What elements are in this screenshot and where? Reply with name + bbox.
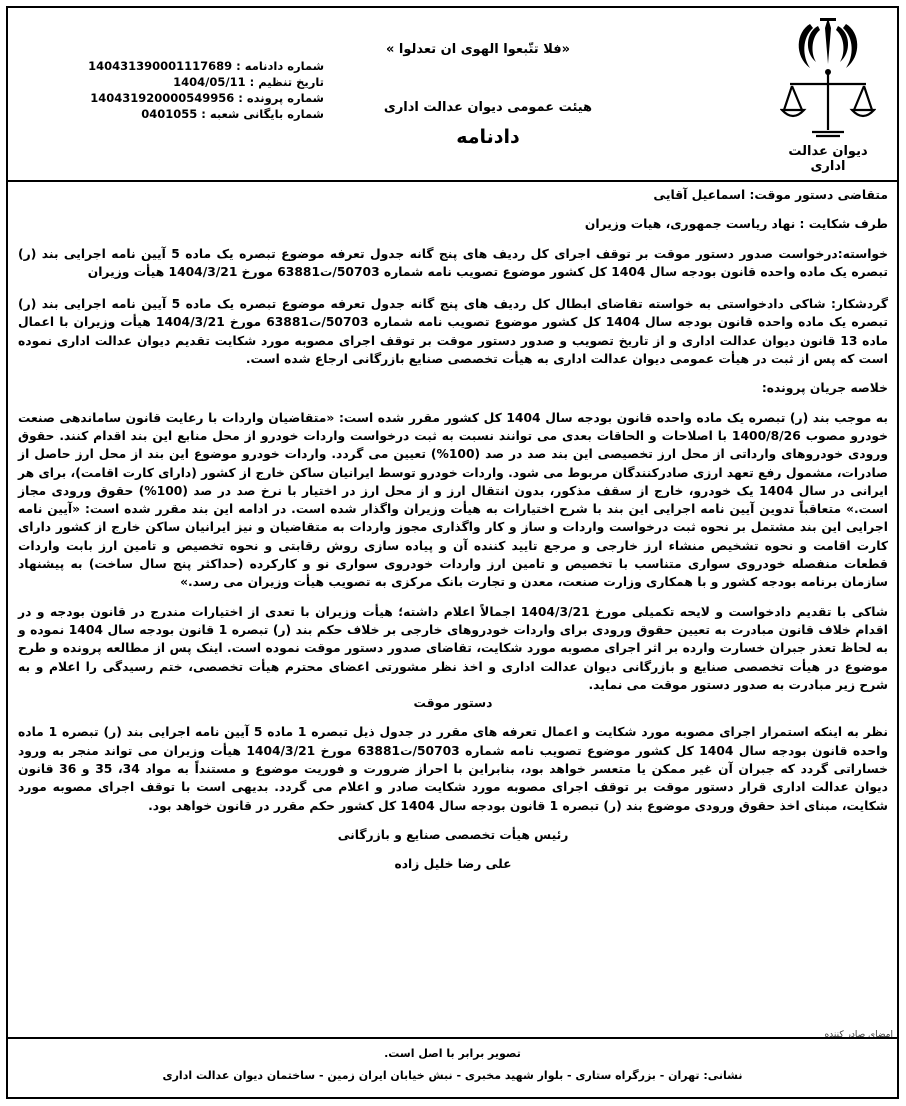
signature-title: رئیس هیأت تخصصی صنایع و بازرگانی [337, 827, 569, 842]
meta-label: تاریخ تنظیم : [249, 75, 324, 89]
order-paragraph: نظر به اینکه استمرار اجرای مصوبه مورد شکایت و اعمال تعرفه های مقرر در جدول ذیل تبصره 1 ماده 5 آیین نامه اجرایی بند (ر) تبصره 1 ماده واحده قانون بودجه سال 1404 کل کشور موضوع تصویب نامه شماره 50703/ت63881 مورخ 1404/3/21 هیأت وزیران می تواند منجر به ورود خساراتی گردد که جبران آن غیر ممکن یا متعسر خواهد بود، بنابراین با احراز ضرورت و فوریت موضوع و مستنداً به مواد 34، 35 و 36 قانون دیوان عدالت اداری قرار دستور موقت بر توقف اجرای مصوبه مورد شکایت صادر و اعلام می گردد. بدیهی است با توقف اجرای مصوبه مورد شکایت، مبنای اخذ حقوق ورودی موضوع بند (ر) تبصره 1 قانون بودجه سال 1404 کل کشور حکم مقرر در قانون خواهد بود. [18, 725, 888, 813]
document-footer [8, 1037, 897, 1097]
scales-emblem-icon [780, 14, 876, 142]
court-label: دیوان عدالت اداری [788, 144, 868, 174]
court-address: نشانی: تهران - بزرگراه ستاری - بلوار شهید مخبری - نبش خیابان ایران زمین - ساختمان دیوان عدالت اداری [162, 1069, 743, 1082]
court-emblem [773, 14, 883, 176]
respondent-line: طرف شکایت : نهاد ریاست جمهوری، هیات وزیران [584, 217, 888, 232]
request-paragraph: خواسته:درخواست صدور دستور موقت بر توقف اجرای کل ردیف های پنج گانه جدول تعرفه موضوع تبصره یک ماده 5 آیین نامه اجرایی بند (ر) تبصره یک ماده واحده قانون بودجه سال 1404 کل کشور موضوع تصویب نامه شماره 50703/ت63881 مورخ 1404/3/21 هیأت وزیران [18, 246, 888, 279]
applicant-line: متقاضی دستور موقت: اسماعیل آقایی [653, 188, 888, 202]
document-page [6, 6, 899, 1099]
meta-row-archive-number [84, 106, 324, 122]
meta-row-case-number [84, 90, 324, 106]
summary-paragraph: به موجب بند (ر) تبصره یک ماده واحده قانون بودجه سال 1404 کل کشور مقرر شده است: «متقاضیان واردات با رعایت قانون ساماندهی صنعت خودرو مصوب 1400/8/26 با اصلاحات و الحاقات بعدی می توانند نسبت به ثبت درخواست واردات خودرو از محل منابع این بند اقدام کنند. حقوق ورودی خودروهای وارداتی از محل ارز تخصیصی این بند صد در صد (100%) تعیین می گردد. واردات خودرو موضوع این بند از محل ارز حاصل از صادرات، مشمول رفع تعهد ارزی صادرکنندگان مربوط می شود. واردات خودرو توسط ایرانیان ساکن خارج از کشور (دارای کارت اقامت)، برای هر ایرانی در سال 1404 یک خودرو، خارج از سقف مذکور، بدون انتقال ارز و از محل ارز در اختیار با نرخ صد در صد (100%) حقوق ورودی مجاز است.» متعاقباً تدوین آیین نامه اجرایی این بند با شرح اختیارات به هیأت وزیران واگذار شده است. در ادامه این بند مقرر شده است: «آیین نامه اجرایی این بند مشتمل بر نحوه ثبت درخواست واردات و ساز و کار واگذاری مجوز واردات به متقاضیان و نیز ایرانیان ساکن خارج از کشور دارای کارت اقامت و نحوه تشخیص منشاء ارز خارجی و مرجع تایید کننده آن و پیاده سازی روش رقابتی و نحوه تخصیص و تامین ارز بابت واردات قطعات منفصله خودروی سواری متناسب با تخصیص و تامین ارز واردات خودروی سواری نو و کارکرده (حداکثر پنج سال ساخت) به پیشنهاد سازمان برنامه بودجه کشور و با همکاری وزارت صنعت، معدن و تجارت بانک مرکزی به تصویب هیأت وزیران می رسد.» [18, 410, 889, 590]
meta-value: 140431920000549956 [90, 91, 235, 105]
summary-heading: خلاصه جریان پرونده: [761, 381, 888, 396]
order-heading: دستور موقت [413, 696, 493, 711]
meta-label: شماره بایگانی شعبه : [201, 107, 324, 121]
document-title: دادنامه [456, 126, 520, 148]
signature-name: علی رضا خلیل زاده [394, 857, 512, 872]
proceedings-paragraph: گردشکار: شاکی دادخواستی به خواسته تقاضای ابطال کل ردیف های پنج گانه جدول تعرفه موضوع تبصره یک ماده 5 آیین نامه اجرایی بند (ر) تبصره یک ماده واحده قانون بودجه سال 1404 کل کشور موضوع تصویب نامه شماره 50703/ت63881 مورخ 1404/3/21 هیأت وزیران با اعمال ماده 13 قانون دیوان عدالت اداری و از تاریخ تصویب و صدور دستور موقت بر توقف اجرای مصوبه مورد شکایت تقدیم دیوان عدالت اداری نموده است که پس از ثبت در هیأت عمومی دیوان عدالت اداری به هیأت تخصصی صنایع بازرگانی ارجاع شده است. [18, 297, 888, 367]
meta-label: شماره دادنامه : [236, 59, 324, 73]
meta-row-date [84, 74, 324, 90]
meta-value: 1404/05/11 [173, 75, 246, 89]
quran-verse: «فلا تتّبعوا الهوی ان تعدلوا » [386, 42, 570, 57]
organization-name: هیئت عمومی دیوان عدالت اداری [383, 100, 593, 115]
complaint-paragraph: شاکی با تقدیم دادخواست و لایحه تکمیلی مورخ 1404/3/21 اجمالاً اعلام داشته؛ هیأت وزیران با تعدی از اختیارات مندرج در قانون بودجه و در اقدام خلاف قانون مبادرت به تعیین حقوق ورودی برای واردات خودروهای خارجی بر خلاف حکم بند (ر) تبصره 1 قانون بودجه سال 1404 نموده و به لحاظ تعذر جبران خسارت وارده بر اثر اجرای مصوبه مورد شکایت، تقاضای صدور دستور موقت نموده است. اینک پس از مطالعه پرونده و طرح موضوع در هیأت تخصصی صنایع و بازرگانی دیوان عدالت اداری و اخذ نظر مشورتی اعضای محترم هیأت تخصصی، ختم رسیدگی را اعلام و به شرح زیر مبادرت به صدور دستور موقت می نماید. [18, 604, 888, 692]
meta-value: 140431390001117689 [88, 59, 233, 73]
certification-note: تصویر برابر با اصل است. [384, 1047, 521, 1060]
document-header [8, 8, 897, 182]
meta-label: شماره پرونده : [238, 91, 324, 105]
meta-value: 0401055 [141, 107, 198, 121]
document-body [18, 186, 888, 874]
meta-row-verdict-number [84, 58, 324, 74]
document-metadata [84, 58, 324, 122]
signer-note: امضای صادر کننده [824, 1030, 893, 1040]
